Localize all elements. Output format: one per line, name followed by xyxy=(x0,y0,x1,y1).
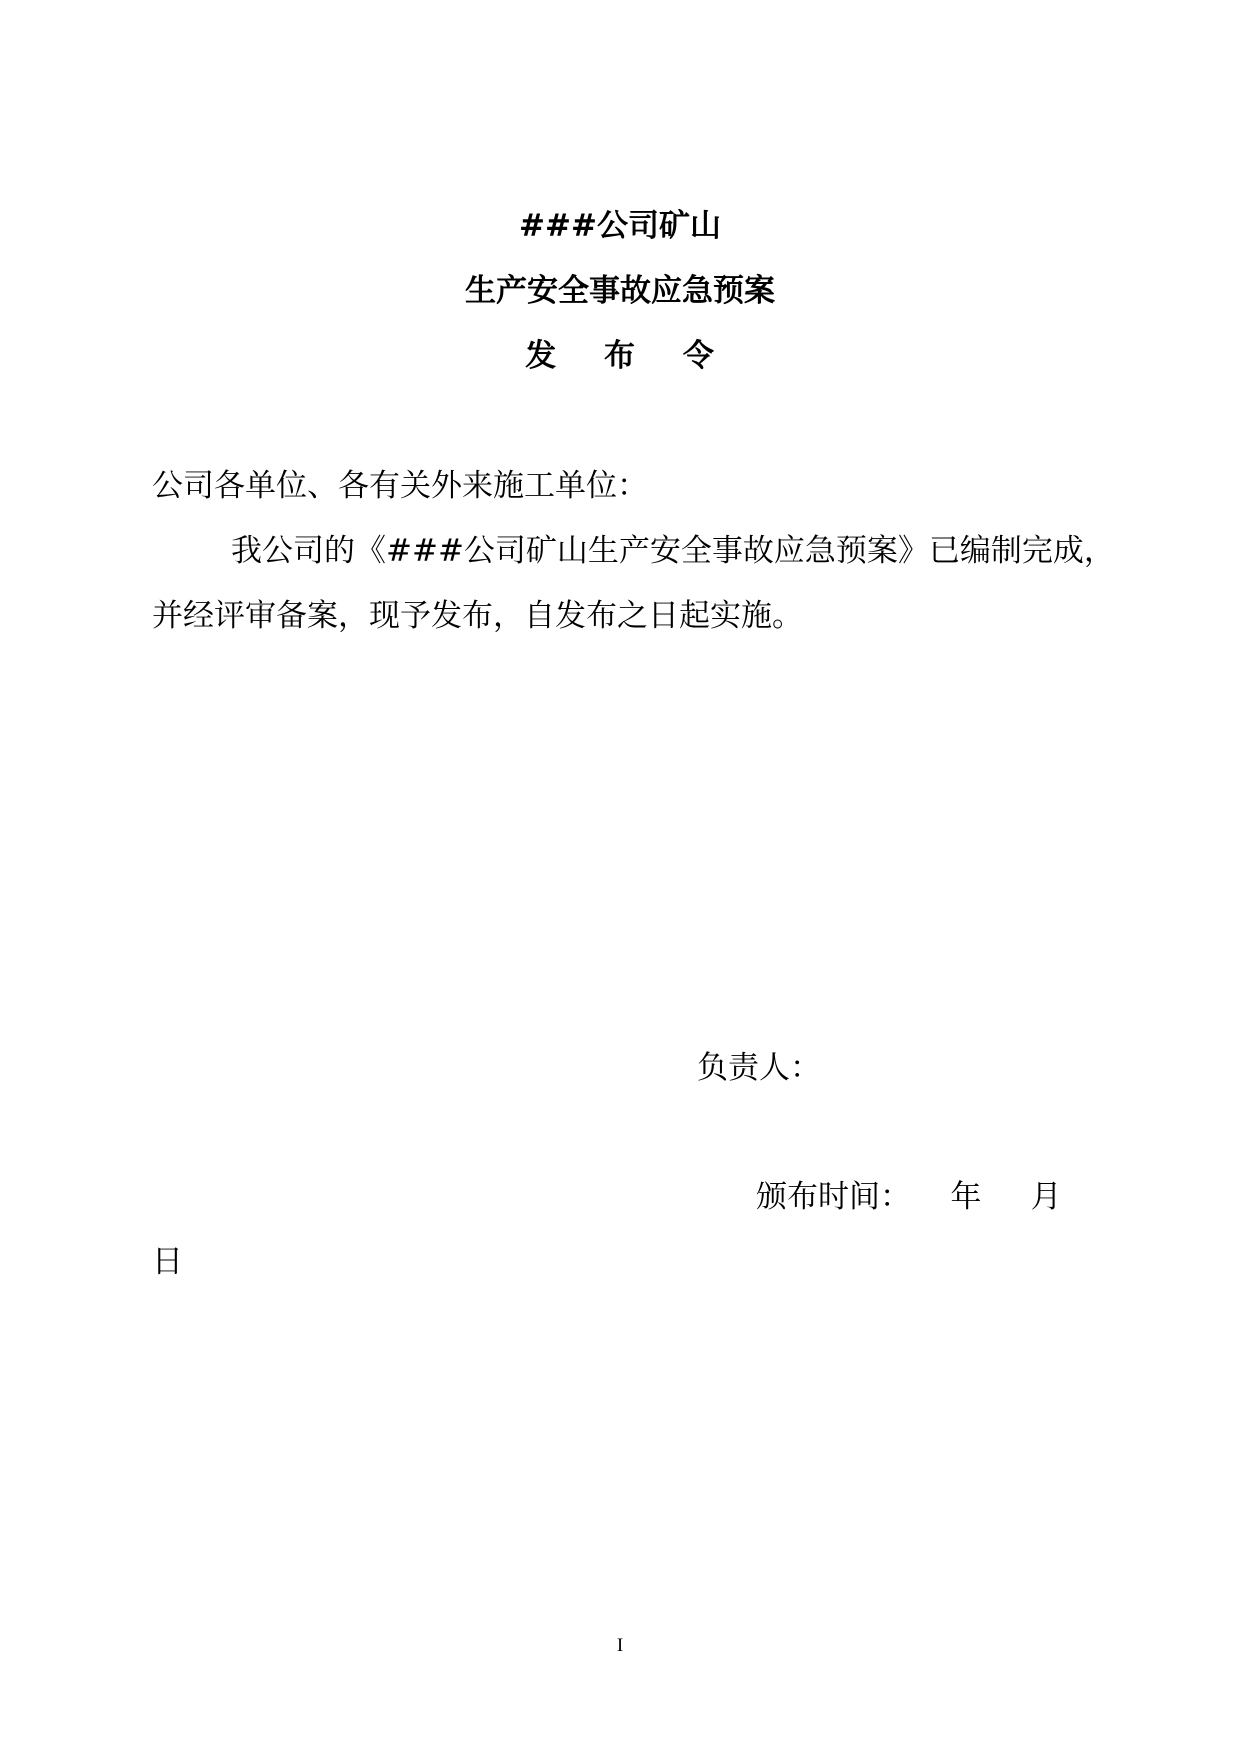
issue-date-label: 颁布时间： 年 月 xyxy=(756,1179,1062,1215)
signer-label: 负责人： xyxy=(697,1050,821,1086)
title-order: 发 布 令 xyxy=(525,338,715,374)
issue-day-label: 日 xyxy=(152,1244,183,1280)
title-plan-name: 生产安全事故应急预案 xyxy=(465,273,775,309)
title-company: ###公司矿山 xyxy=(519,208,721,244)
salutation: 公司各单位、各有关外来施工单位： xyxy=(152,468,648,504)
page-number: I xyxy=(616,1635,624,1656)
body-paragraph-line-2: 并经评审备案，现予发布，自发布之日起实施。 xyxy=(152,598,803,634)
body-paragraph-line-1: 我公司的《###公司矿山生产安全事故应急预案》已编制完成， xyxy=(231,533,1115,569)
